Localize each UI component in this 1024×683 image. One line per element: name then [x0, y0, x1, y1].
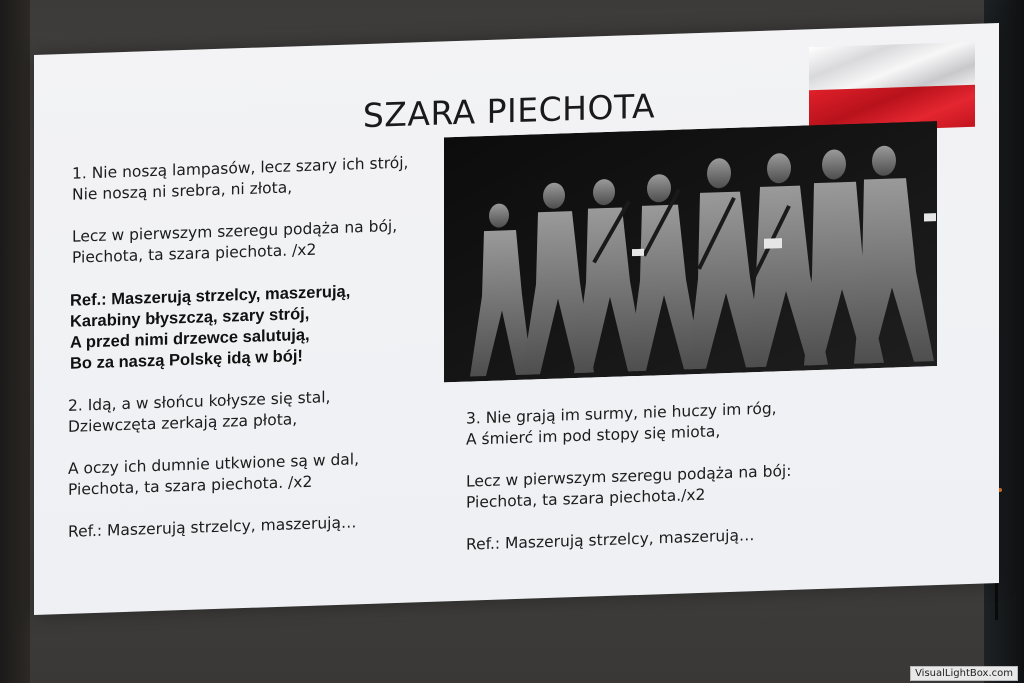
verse-line: Piechota, ta szara piechota. /x2 [68, 472, 313, 499]
verse-line: Nie noszą ni srebra, ni złota, [72, 178, 293, 204]
verse-line: A śmierć im pod stopy się miota, [466, 422, 721, 449]
refrain-line: Bo za naszą Polskę idą w bój! [70, 347, 303, 373]
verse-3 [466, 398, 791, 556]
flag-white-stripe [809, 42, 975, 90]
projected-slide [34, 23, 999, 615]
soldiers-marching-photo [444, 121, 937, 382]
verse-line: Lecz w pierwszym szeregu podąża na bój, [72, 216, 398, 246]
refrain-line: Karabiny błyszczą, szary strój, [70, 304, 310, 331]
verse-line: Piechota, ta szara piechota. /x2 [72, 240, 317, 267]
refrain-line: Ref.: Maszerują strzelcy, maszerują, [70, 282, 351, 310]
polish-flag [809, 42, 975, 133]
verse-line: 2. Idą, a w słońcu kołysze się stal, [68, 388, 331, 415]
verse-2 [68, 386, 359, 543]
verse-line: 3. Nie grają im surmy, nie huczy im róg, [466, 399, 777, 428]
verse-line: Piechota, ta szara piechota./x2 [466, 485, 706, 512]
verse-line: Lecz w pierwszym szeregu podąża na bój: [466, 461, 792, 491]
room-wall-left [0, 0, 34, 683]
slide-title: SZARA PIECHOTA [362, 86, 656, 136]
verse-line: Ref.: Maszerują strzelcy, maszerują… [466, 526, 755, 554]
verse-line: A oczy ich dumnie utkwione są w dal, [68, 450, 360, 478]
refrain [70, 282, 350, 375]
photo-graphic [444, 121, 937, 382]
verse-1 [72, 153, 408, 269]
verse-line: Ref.: Maszerują strzelcy, maszerują… [68, 513, 357, 541]
verse-line: 1. Nie noszą lampasów, lecz szary ich strój, [72, 153, 409, 183]
verse-line: Dziewczęta zerkają zza płota, [68, 410, 298, 436]
refrain-line: A przed nimi drzewce salutują, [70, 325, 310, 352]
watermark: VisualLightBox.com [910, 666, 1018, 681]
